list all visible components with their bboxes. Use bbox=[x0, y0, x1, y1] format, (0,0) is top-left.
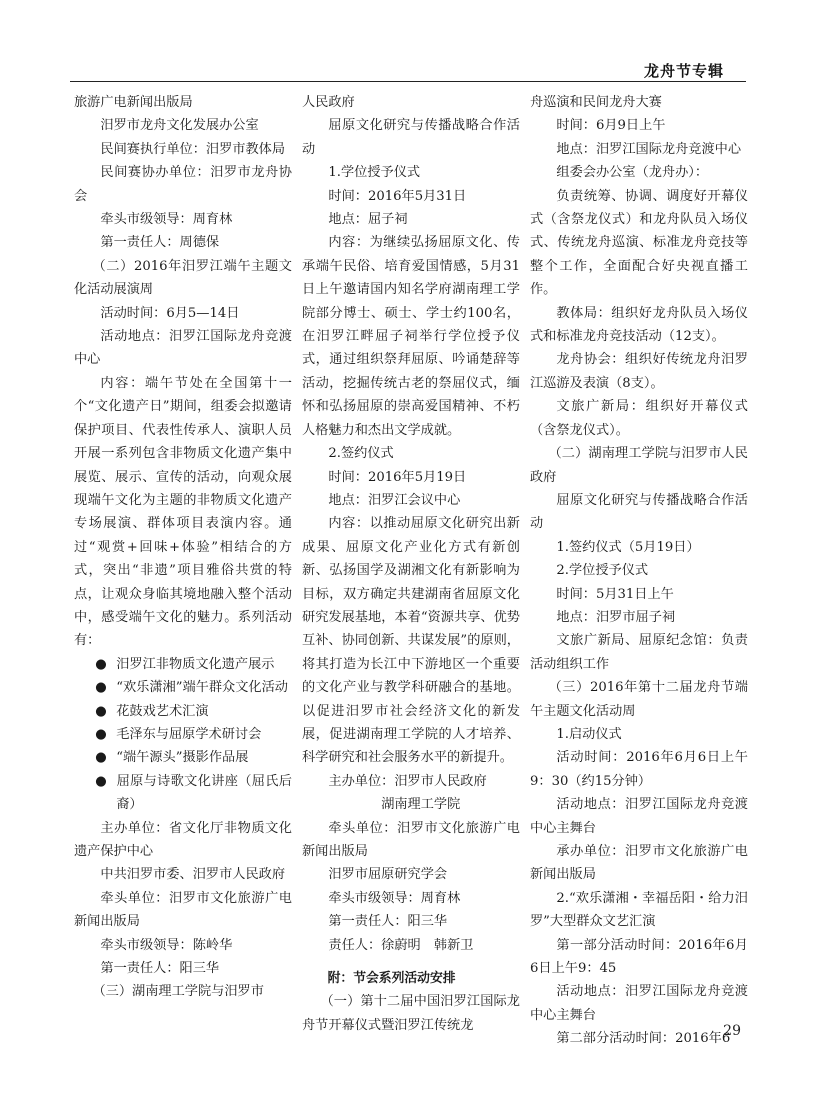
paragraph: 1.签约仪式（5月19日） bbox=[556, 539, 700, 555]
paragraph: 牵头市级领导：陈岭华 bbox=[100, 937, 233, 953]
paragraph: 活动时间：2016年6月6日上午9：30（约15分钟） bbox=[530, 750, 748, 789]
paragraph: 人民政府 bbox=[302, 95, 355, 110]
list-item-text: 汨罗江非物质文化遗产展示 bbox=[116, 656, 275, 672]
paragraph: 民间赛协办单位：汨罗市龙舟协会 bbox=[74, 165, 292, 204]
paragraph: 时间：5月31日上午 bbox=[556, 586, 674, 602]
paragraph: 负责统筹、协调、调度好开幕仪式（含祭龙仪式）和龙舟队员入场仪式、传统龙舟巡演、标准龙舟竞技等整个工作，全面配合好央视直播工作。 bbox=[530, 188, 748, 298]
page-number: 29 bbox=[723, 1023, 741, 1039]
paragraph: 2.签约仪式 bbox=[328, 446, 394, 462]
bullet-icon: ● bbox=[95, 773, 107, 789]
paragraph: 组委会办公室（龙舟办）： bbox=[556, 165, 709, 181]
list-item bbox=[74, 770, 292, 817]
paragraph: 地点：汨罗江国际龙舟竞渡中心 bbox=[556, 141, 742, 157]
list-item bbox=[74, 723, 292, 746]
paragraph: 牵头市级领导：周育林 bbox=[328, 890, 461, 906]
paragraph: 牵头单位：汨罗市文化旅游广电新闻出版局 bbox=[74, 890, 292, 930]
paragraph: 牵头市级领导：周育林 bbox=[100, 212, 233, 228]
list-item-text: 花鼓戏艺术汇演 bbox=[116, 703, 209, 719]
paragraph: 牵头单位：汨罗市文化旅游广电新闻出版局 bbox=[302, 820, 520, 859]
bullet-icon: ● bbox=[95, 656, 107, 672]
paragraph: 活动地点：汨罗江国际龙舟竞渡中心主舞台 bbox=[530, 797, 748, 836]
paragraph: 主办单位：汨罗市人民政府 bbox=[328, 773, 487, 789]
paragraph: 内容：端午节处在全国第十一个“文化遗产日”期间，组委会拟邀请保护项目、代表性传承人、演职人员开展一系列包含非物质文化遗产集中展览、展示、宣传的活动，向观众展现端午文化为主题的非物质文化遗产专场展演、群体项目表演内容。通过“观赏+回味+体验”相结合的方式，突出“非遗”项目雅俗共赏的特点，让观众身临其境地融入整个活动中，感受端午文化的魅力。系列活动有： bbox=[74, 375, 292, 649]
paragraph: 第一部分活动时间：2016年6月6日上午9：45 bbox=[530, 937, 748, 977]
list-item bbox=[74, 746, 292, 769]
paragraph: 文旅广新局、屈原纪念馆：负责活动组织工作 bbox=[530, 633, 748, 672]
paragraph: 第二部分活动时间：2016年6 bbox=[556, 1031, 731, 1047]
paragraph: 活动地点：汨罗江国际龙舟竞渡中心主舞台 bbox=[530, 984, 748, 1023]
section-heading: （一）第十二届中国汨罗江国际龙舟节开幕仪式暨汨罗江传统龙 bbox=[302, 994, 520, 1033]
paragraph: 承办单位：汨罗市文化旅游广电新闻出版局 bbox=[530, 844, 748, 883]
paragraph: 地点：汨罗市屈子祠 bbox=[556, 609, 676, 625]
paragraph: 活动时间：6月5—14日 bbox=[100, 305, 240, 321]
list-item-text: 屈原与诗歌文化讲座（屈氏后裔） bbox=[116, 773, 292, 813]
paragraph: 内容：为继续弘扬屈原文化、传承端午民俗、培育爱国情感，5月31日上午邀请国内知名学府湖南理工学院部分博士、硕士、学士约100名，在汨罗江畔屈子祠举行学位授予仪式，通过组织祭拜屈原、吟诵楚辞等活动，挖掘传统古老的祭屈仪式，缅怀和弘扬屈原的崇高爱国精神、不朽人格魅力和杰出文学成就。 bbox=[302, 235, 520, 438]
paragraph: 文旅广新局：组织好开幕仪式（含祭龙仪式）。 bbox=[530, 399, 748, 438]
paragraph: 汨罗市屈原研究学会 bbox=[328, 867, 448, 883]
list-item-text: 毛泽东与屈原学术研讨会 bbox=[116, 726, 262, 742]
text-column-2 bbox=[302, 91, 520, 1037]
paragraph: 汨罗市龙舟文化发展办公室 bbox=[100, 118, 259, 134]
list-item-text: “欢乐潇湘”端午群众文化活动 bbox=[116, 680, 288, 696]
paragraph: 龙舟协会：组织好传统龙舟汨罗江巡游及表演（8支）。 bbox=[530, 352, 748, 391]
paragraph: 2.学位授予仪式 bbox=[556, 563, 649, 579]
paragraph: 旅游广电新闻出版局 bbox=[74, 95, 193, 110]
section-heading: （三）2016年第十二届龙舟节端午主题文化活动周 bbox=[530, 680, 748, 719]
list-item bbox=[74, 700, 292, 723]
paragraph: 活动地点：汨罗江国际龙舟竞渡中心 bbox=[74, 329, 292, 368]
text-column-3 bbox=[530, 91, 748, 1051]
paragraph: 第一责任人：阳三华 bbox=[100, 961, 220, 977]
header-rule bbox=[70, 81, 746, 82]
list-item bbox=[74, 676, 292, 699]
paragraph: 主办单位：省文化厅非物质文化遗产保护中心 bbox=[74, 820, 292, 859]
paragraph: 1.启动仪式 bbox=[556, 726, 622, 742]
paragraph: 时间：2016年5月31日 bbox=[328, 188, 467, 204]
section-heading: （二）2016年汨罗江端午主题文化活动展演周 bbox=[74, 258, 292, 298]
paragraph: 民间赛执行单位：汨罗市教体局 bbox=[100, 141, 286, 157]
paragraph: 中共汨罗市委、汨罗市人民政府 bbox=[100, 867, 286, 883]
list-item bbox=[74, 653, 292, 676]
paragraph: 教体局：组织好龙舟队员入场仪式和标准龙舟竞技活动（12支）。 bbox=[530, 305, 748, 345]
paragraph: 第一责任人：阳三华 bbox=[328, 914, 448, 930]
paragraph: 舟巡演和民间龙舟大赛 bbox=[530, 95, 662, 110]
appendix-heading: 附：节会系列活动安排 bbox=[327, 971, 456, 987]
list-item-text: “端午源头”摄影作品展 bbox=[116, 750, 249, 766]
text-column-1 bbox=[74, 91, 292, 1004]
bullet-icon: ● bbox=[95, 680, 107, 696]
paragraph: 1.学位授予仪式 bbox=[328, 165, 421, 181]
paragraph: 时间：6月9日上午 bbox=[556, 118, 666, 134]
section-title: 龙舟节专辑 bbox=[643, 62, 724, 80]
paragraph: 地点：汨罗江会议中心 bbox=[328, 492, 461, 508]
paragraph: 第一责任人：周德保 bbox=[100, 235, 220, 251]
paragraph: 内容：以推动屈原文化研究出新成果、屈原文化产业化方式有新创新、弘扬国学及湖湘文化有新影响为目标，双方确定共建湖南省屈原文化研究发展基地，本着“资源共享、优势互补、协同创新、共谋发展”的原则，将其打造为长江中下游地区一个重要的文化产业与教学科研融合的基地。以促进汨罗市社会经济文化的新发展，促进湖南理工学院的人才培养、科学研究和社会服务水平的新提升。 bbox=[302, 516, 520, 766]
bullet-icon: ● bbox=[95, 703, 107, 719]
paragraph: 时间：2016年5月19日 bbox=[328, 469, 467, 485]
paragraph: 湖南理工学院 bbox=[381, 797, 461, 813]
paragraph: 屈原文化研究与传播战略合作活动 bbox=[530, 492, 748, 532]
paragraph: 屈原文化研究与传播战略合作活动 bbox=[302, 118, 520, 157]
paragraph: 地点：屈子祠 bbox=[328, 212, 408, 228]
section-heading: （三）湖南理工学院与汨罗市 bbox=[92, 984, 264, 1000]
paragraph: 2.“欢乐潇湘・幸福岳阳・给力汨罗”大型群众文艺汇演 bbox=[530, 890, 748, 930]
paragraph: 责任人：徐蔚明 韩新卫 bbox=[328, 937, 474, 953]
bullet-icon: ● bbox=[95, 750, 107, 766]
section-heading: （二）湖南理工学院与汨罗市人民政府 bbox=[530, 446, 748, 485]
bullet-icon: ● bbox=[95, 726, 107, 742]
